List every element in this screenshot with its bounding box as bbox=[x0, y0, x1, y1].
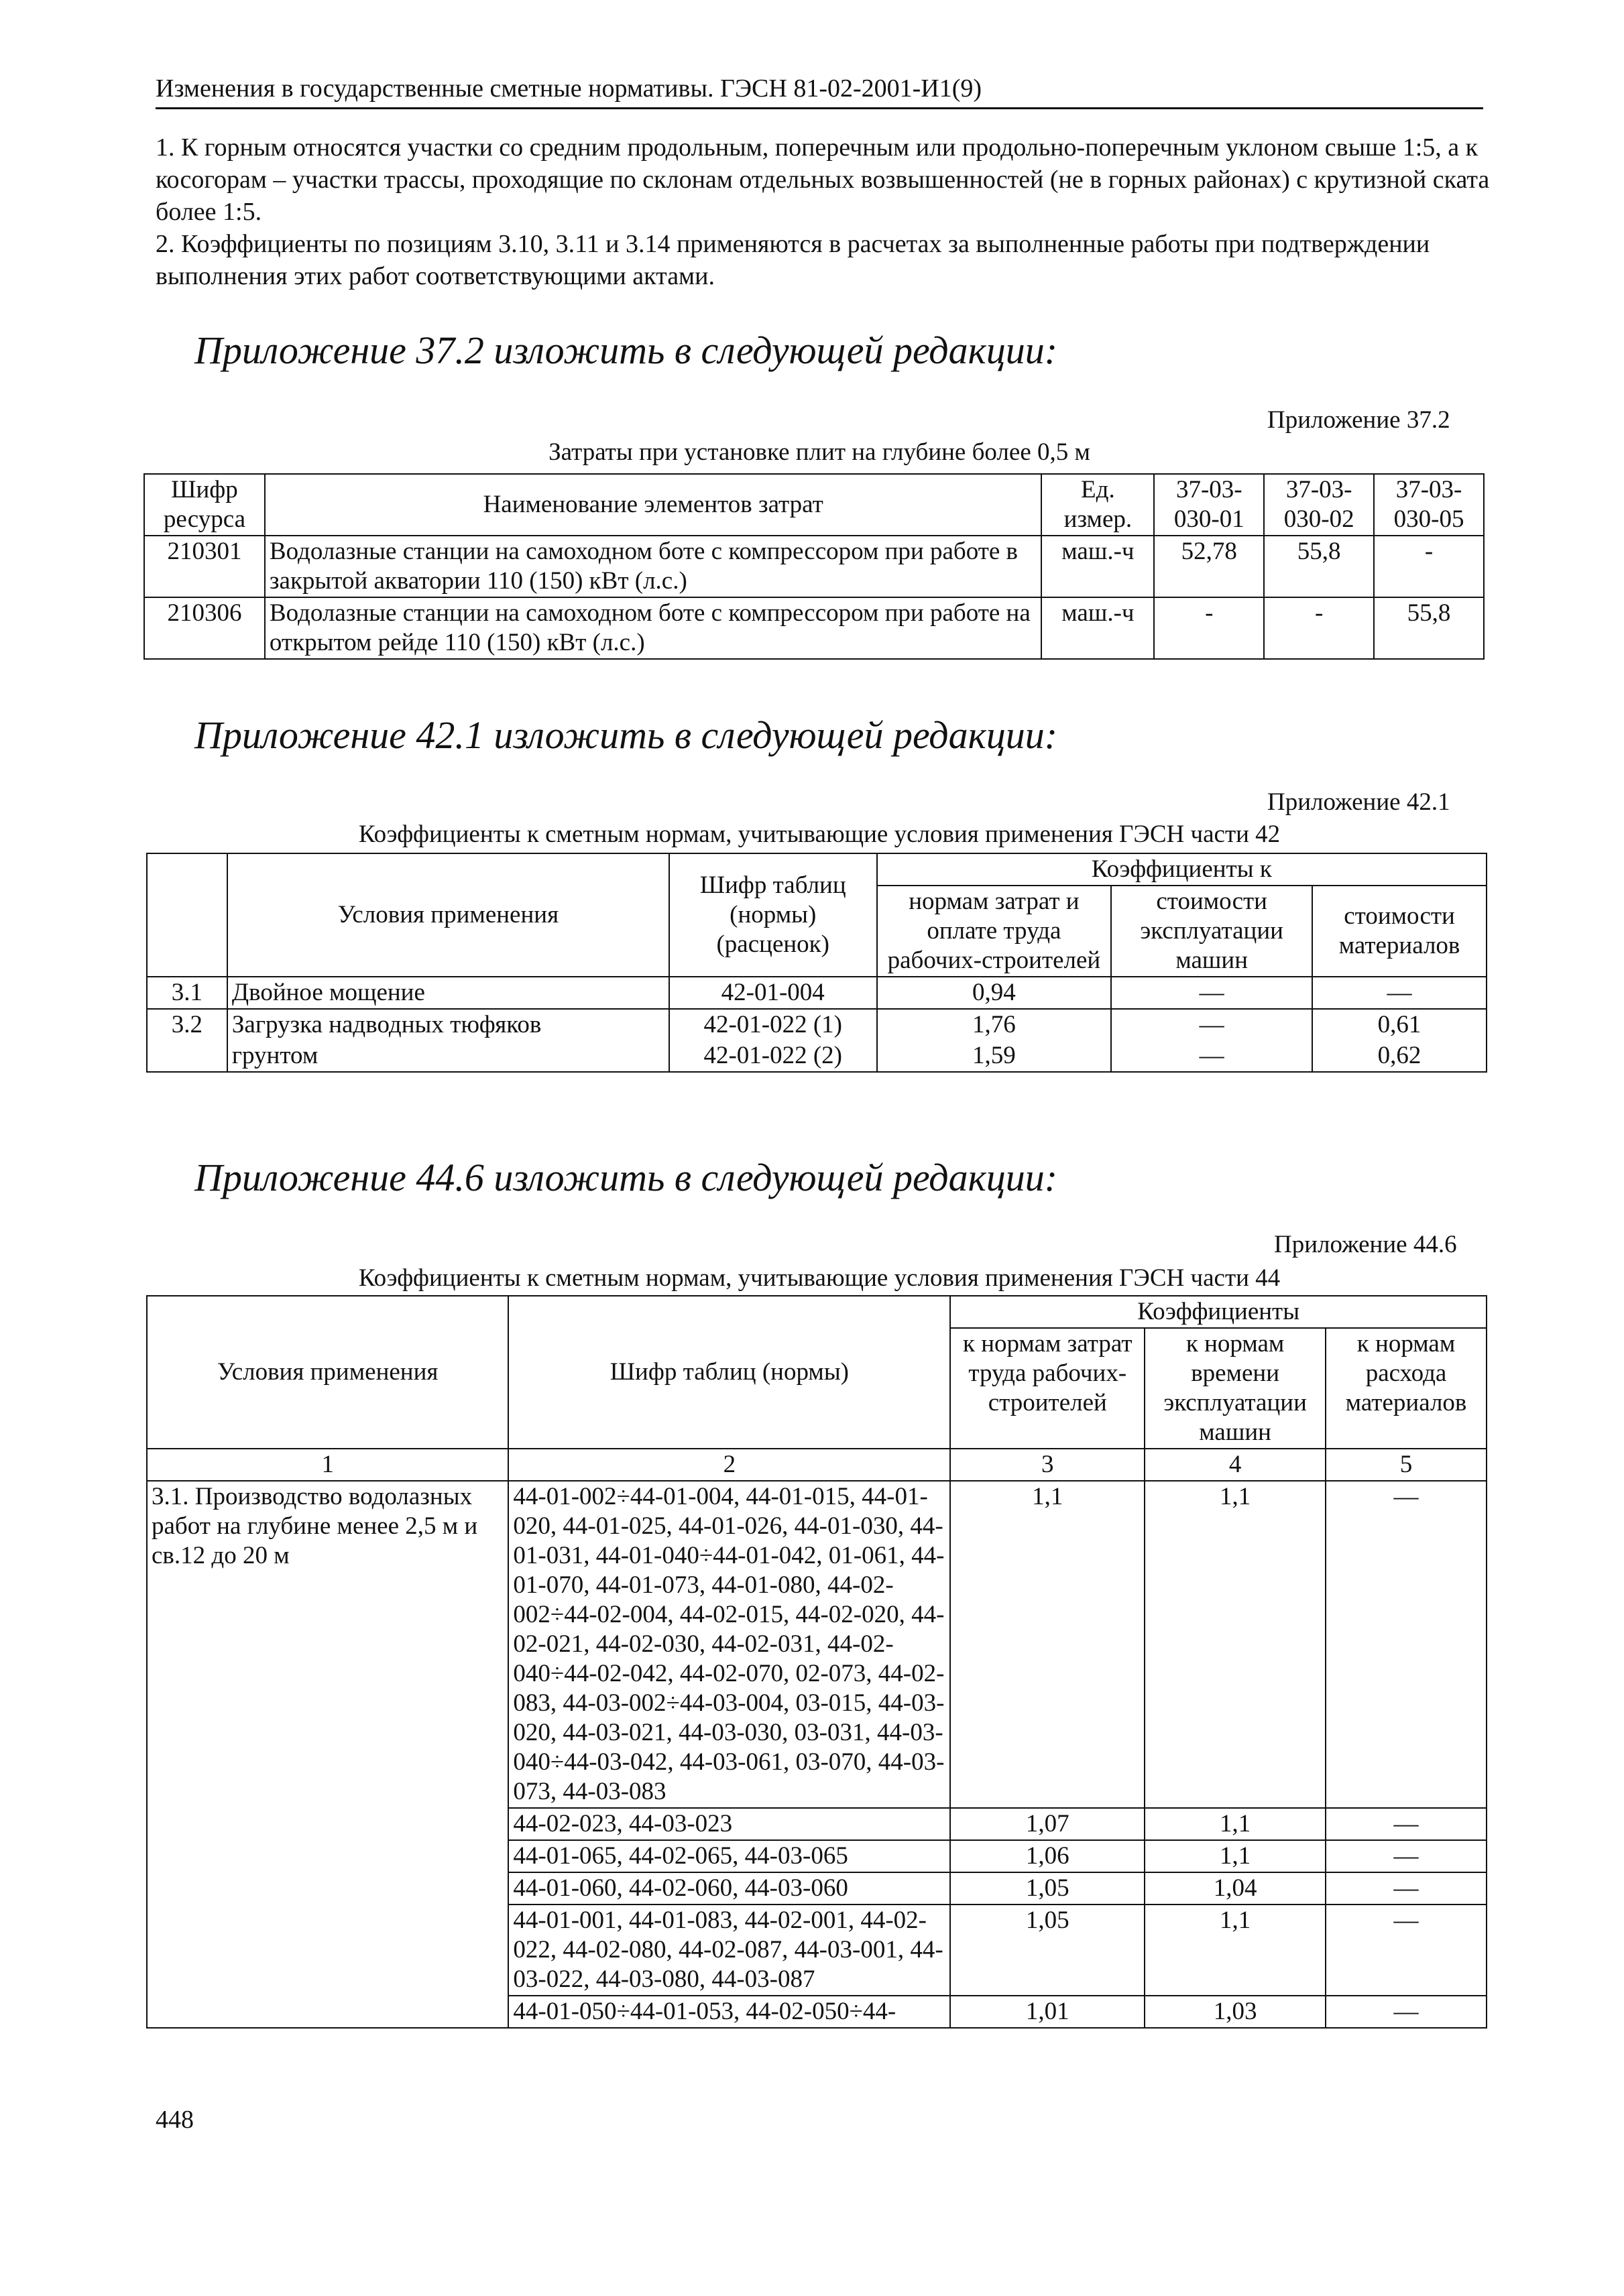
table-cell: 1,1 bbox=[1145, 1808, 1326, 1840]
table-cell: 44-01-060, 44-02-060, 44-03-060 bbox=[508, 1872, 950, 1905]
table-cell: — bbox=[1111, 977, 1312, 1009]
table-row bbox=[147, 1040, 1487, 1072]
header-cell: стоимости материалов bbox=[1312, 886, 1487, 977]
table-cell: 0,62 bbox=[1312, 1040, 1487, 1072]
appendix-44-6-table bbox=[146, 1295, 1487, 2029]
table-cell: Загрузка надводных тюфяков bbox=[227, 1009, 669, 1040]
table-row bbox=[144, 536, 1484, 597]
table-cell: 42-01-022 (1) bbox=[669, 1009, 877, 1040]
column-number: 1 bbox=[147, 1449, 508, 1481]
table-cell: 44-01-002÷44-01-004, 44-01-015, 44-01-020, 44-01-025, 44-01-026, 44-01-030, 44-01-031, 44-01-040÷44-01-042, 01-061, 44-01-070, 44-01-073, 44-01-080, 44-02-002÷44-02-004, 44-02-015, 44-02-020, 44-02-021, 44-02-030, 44-02-031, 44-02-040÷44-02-042, 44-02-070, 02-073, 44-02-083, 44-03-002÷44-03-004, 03-015, 44-03-020, 44-03-021, 44-03-030, 03-031, 44-03-040÷44-03-042, 44-03-061, 03-070, 44-03-073, 44-03-083 bbox=[508, 1481, 950, 1808]
header-cell: Наименование элементов затрат bbox=[265, 474, 1042, 536]
table-cell: 1,05 bbox=[950, 1872, 1145, 1905]
table-cell: - bbox=[1264, 597, 1374, 659]
appendix-42-1-caption: Коэффициенты к сметным нормам, учитывающие условия применения ГЭСН части 42 bbox=[358, 821, 1281, 848]
table-cell: — bbox=[1326, 1481, 1487, 1808]
note-1: 1. К горным относятся участки со средним продольным, поперечным или продольно-поперечным уклоном свыше 1:5, а к косогорам – участки трассы, проходящие по склонам отдельных возвышенностей (не в горных районах) с крутизной ската более 1:5. bbox=[156, 133, 1490, 226]
table-cell: грунтом bbox=[227, 1040, 669, 1072]
header-cell bbox=[147, 853, 227, 977]
appendix-42-1-label: Приложение 42.1 bbox=[1267, 788, 1450, 816]
column-number: 3 bbox=[950, 1449, 1145, 1481]
table-cell: 0,94 bbox=[877, 977, 1112, 1009]
appendix-44-6-heading: Приложение 44.6 изложить в следующей редакции: bbox=[194, 1156, 1058, 1199]
running-header: Изменения в государственные сметные нормативы. ГЭСН 81-02-2001-И1(9) bbox=[156, 72, 1483, 109]
table-cell: 1,1 bbox=[1145, 1481, 1326, 1808]
header-cell: Шифр ресурса bbox=[144, 474, 265, 536]
table-cell: - bbox=[1154, 597, 1264, 659]
appendix-44-6-label: Приложение 44.6 bbox=[1274, 1231, 1457, 1258]
column-number-row bbox=[147, 1449, 1487, 1481]
table-cell: 1,05 bbox=[950, 1905, 1145, 1996]
table-cell: 42-01-004 bbox=[669, 977, 877, 1009]
table-cell: — bbox=[1326, 1840, 1487, 1872]
header-cell: Коэффициенты к bbox=[877, 853, 1487, 886]
table-cell: 3.1 bbox=[147, 977, 227, 1009]
table-cell: 1,76 bbox=[877, 1009, 1112, 1040]
note-2: 2. Коэффициенты по позициям 3.10, 3.11 и 3.14 применяются в расчетах за выполненные работы при подтверждении выполнения этих работ соответствующими актами. bbox=[156, 230, 1430, 290]
appendix-37-2-label: Приложение 37.2 bbox=[1267, 406, 1450, 434]
table-cell: — bbox=[1326, 1872, 1487, 1905]
table-cell: 1,59 bbox=[877, 1040, 1112, 1072]
appendix-42-1-table bbox=[146, 853, 1487, 1073]
table-cell: Водолазные станции на самоходном боте с компрессором при работе в закрытой акватории 110 (150) кВт (л.с.) bbox=[265, 536, 1042, 597]
table-cell: 1,1 bbox=[950, 1481, 1145, 1808]
table-cell: 42-01-022 (2) bbox=[669, 1040, 877, 1072]
table-cell: маш.-ч bbox=[1041, 597, 1154, 659]
table-header-row bbox=[147, 853, 1487, 886]
page-number: 448 bbox=[156, 2106, 194, 2134]
table-cell: 52,78 bbox=[1154, 536, 1264, 597]
column-number: 5 bbox=[1326, 1449, 1487, 1481]
table-cell: маш.-ч bbox=[1041, 536, 1154, 597]
header-cell: Ед. измер. bbox=[1041, 474, 1154, 536]
table-cell: 44-01-050÷44-01-053, 44-02-050÷44- bbox=[508, 1996, 950, 2028]
column-number: 4 bbox=[1145, 1449, 1326, 1481]
table-cell: 1,06 bbox=[950, 1840, 1145, 1872]
appendix-37-2-table bbox=[143, 473, 1485, 660]
notes-block bbox=[156, 131, 1490, 292]
table-cell: — bbox=[1326, 1996, 1487, 2028]
header-cell: к нормам затрат труда рабочих-строителей bbox=[950, 1328, 1145, 1449]
table-cell: Водолазные станции на самоходном боте с компрессором при работе на открытом рейде 110 (150) кВт (л.с.) bbox=[265, 597, 1042, 659]
column-number: 2 bbox=[508, 1449, 950, 1481]
table-cell: Двойное мощение bbox=[227, 977, 669, 1009]
table-row bbox=[147, 977, 1487, 1009]
table-cell: 1,1 bbox=[1145, 1840, 1326, 1872]
header-cell: Условия применения bbox=[147, 1296, 508, 1449]
table-cell: 3.2 bbox=[147, 1009, 227, 1040]
table-cell: 1,1 bbox=[1145, 1905, 1326, 1996]
appendix-37-2-heading: Приложение 37.2 изложить в следующей редакции: bbox=[194, 328, 1058, 372]
table-cell: — bbox=[1326, 1905, 1487, 1996]
condition-cell: 3.1. Производство водолазных работ на глубине менее 2,5 м и св.12 до 20 м bbox=[147, 1481, 508, 2028]
header-cell: Шифр таблиц (нормы) (расценок) bbox=[669, 853, 877, 977]
table-cell: — bbox=[1111, 1009, 1312, 1040]
header-cell: 37-03-030-01 bbox=[1154, 474, 1264, 536]
table-row bbox=[144, 597, 1484, 659]
header-cell: Условия применения bbox=[227, 853, 669, 977]
table-cell: 0,61 bbox=[1312, 1009, 1487, 1040]
table-cell: 44-01-001, 44-01-083, 44-02-001, 44-02-022, 44-02-080, 44-02-087, 44-03-001, 44-03-022, 44-03-080, 44-03-087 bbox=[508, 1905, 950, 1996]
header-cell: к нормам расхода материалов bbox=[1326, 1328, 1487, 1449]
table-cell: 44-02-023, 44-03-023 bbox=[508, 1808, 950, 1840]
table-cell: 210306 bbox=[144, 597, 265, 659]
table-header-row bbox=[144, 474, 1484, 536]
table-cell: 55,8 bbox=[1264, 536, 1374, 597]
header-cell: нормам затрат и оплате труда рабочих-строителей bbox=[877, 886, 1112, 977]
table-cell: 44-01-065, 44-02-065, 44-03-065 bbox=[508, 1840, 950, 1872]
table-header-row bbox=[147, 1296, 1487, 1328]
table-row bbox=[147, 1009, 1487, 1040]
table-cell: 1,07 bbox=[950, 1808, 1145, 1840]
table-cell bbox=[147, 1040, 227, 1072]
table-cell: 1,04 bbox=[1145, 1872, 1326, 1905]
header-cell: стоимости эксплуатации машин bbox=[1111, 886, 1312, 977]
table-cell: 1,01 bbox=[950, 1996, 1145, 2028]
table-cell: 1,03 bbox=[1145, 1996, 1326, 2028]
table-cell: 55,8 bbox=[1374, 597, 1484, 659]
table-cell: — bbox=[1111, 1040, 1312, 1072]
header-cell: 37-03-030-02 bbox=[1264, 474, 1374, 536]
header-cell: 37-03-030-05 bbox=[1374, 474, 1484, 536]
header-cell: Шифр таблиц (нормы) bbox=[508, 1296, 950, 1449]
appendix-44-6-caption: Коэффициенты к сметным нормам, учитывающие условия применения ГЭСН части 44 bbox=[358, 1264, 1281, 1292]
table-cell: — bbox=[1326, 1808, 1487, 1840]
table-row bbox=[147, 1481, 1487, 1808]
appendix-37-2-caption: Затраты при установке плит на глубине более 0,5 м bbox=[548, 438, 1090, 466]
header-cell: Коэффициенты bbox=[950, 1296, 1487, 1328]
table-cell: 210301 bbox=[144, 536, 265, 597]
header-cell: к нормам времени эксплуатации машин bbox=[1145, 1328, 1326, 1449]
table-cell: — bbox=[1312, 977, 1487, 1009]
appendix-42-1-heading: Приложение 42.1 изложить в следующей редакции: bbox=[194, 713, 1058, 757]
table-cell: - bbox=[1374, 536, 1484, 597]
